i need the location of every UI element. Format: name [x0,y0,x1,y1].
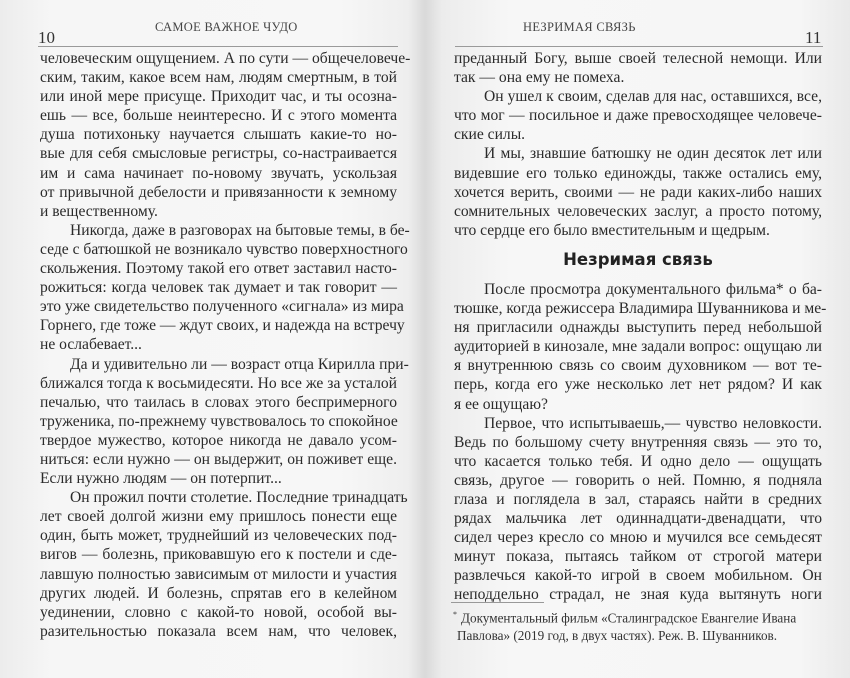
text-line: ниться: если нужно — он выдержит, он поживет еще. [40,450,397,468]
text-line: минут показа, пытаясь тайком от строгой матери [454,548,822,566]
text-line: других людей. И болезнь, спрятав его в келейном [40,584,397,602]
footnote-rule [451,602,544,603]
text-line: видевшие его только единожды, также остались ему, [454,164,822,182]
text-line: Он прожил почти столетие. Последние тринадцать [70,489,408,507]
text-line: не ослабевает... [40,336,142,354]
text-line: ским, таким, какое всем нам, людям смертным, в той [40,69,397,87]
text-line: один, быть может, труднейший из человеческих под- [40,527,397,545]
text-line: Если нужно людям — он потерпит... [40,470,282,488]
text-line: И мы, знавшие батюшку не один десяток лет или [484,145,822,163]
body-text [454,49,827,605]
footnote [451,606,826,645]
header-rule [38,46,398,47]
text-line: разительностью показала всем нам, что человек, [40,622,397,640]
text-line: вигов — болезнь, приковавшую его к постели и сде- [40,546,397,564]
text-line: седе с батюшкой не возникало чувство поверхностного [40,240,408,258]
text-line: я внутреннюю связь со своим духовником — вот те- [454,357,822,375]
text-line: преданный Богу, выше своей телесной немощи. Или [454,50,822,67]
text-line: уединении, словно с какой-то новой, особой вы- [40,603,397,621]
footnote-line: * Документальный фильм «Сталинградское Евангелие Ивана [453,610,797,626]
text-line: печалью, что таилась в словах этого беспримерного [40,393,397,411]
text-line: Да и удивительно ли — возраст отца Кирилла при- [70,355,409,373]
text-line: развлечься какой-то игрой в своем мобильном. Он [454,567,822,585]
text-line: перь, когда его уже несколько лет нет рядом? И как [454,376,822,394]
text-line: аудиторией в кинозале, мне задали вопрос: ощущаю ли [454,338,822,356]
footnote-marker: * [453,610,457,619]
text-line: что сердце его было вместительным и щедрым. [454,221,770,239]
text-line: сидел через кресло со мною и мучился все семьдесят [454,529,822,547]
text-line: рядах мальчика лет одиннадцати-двенадцати, что [454,510,822,528]
text-line: После просмотра документального фильма* о ба- [484,280,822,298]
text-line: от привычной дебелости и привязанности к земному [40,183,397,201]
running-head: САМОЕ ВАЖНОЕ ЧУДО [155,20,298,34]
text-line: душа потихоньку научается слышать какие-то но- [40,126,397,144]
text-line: труженика, по-прежнему чувствовалось то спокойное [40,412,398,430]
body-text [40,49,411,641]
text-line: так — она ему не помеха. [454,69,625,87]
text-line: скольжения. Поэтому такой его ответ заставил насто- [40,260,397,278]
text-line: связь, другое — говорить о ней. Помню, я подняла [454,471,822,489]
running-head: НЕЗРИМАЯ СВЯЗЬ [523,20,636,34]
text-line: Он ушел к своим, сделав для нас, оставшихся, все, [484,88,822,106]
text-line: ня пригласили однажды выступить перед небольшой [454,319,822,337]
text-line: я ее ощущаю? [454,395,548,413]
page-number: 10 [38,28,55,47]
text-line: Ведь по большому счету внутренняя связь — это то, [454,433,822,451]
text-line: неподдельно страдал, не зная куда вытянуть ноги [454,586,822,604]
text-line: ские силы. [454,126,526,144]
text-line: рожиться: когда человек так думает и так говорит — [40,279,397,297]
footnote-line: Павлова» (2019 год, в двух частях). Реж. В. Шуванников. [457,628,778,644]
text-line: сомнительных человеческих заслуг, а просто потому, [454,202,822,220]
header-rule [455,46,823,47]
text-line: тюшке, когда режиссера Владимира Шуванникова и ме- [454,300,827,318]
section-heading: Незримая связь [563,249,713,269]
text-line: или иной мере присуще. Приходит час, и ты осозна- [40,88,397,106]
text-line: что мог — посильное и даже превосходящее человече- [454,107,822,125]
text-line: им и сама начинает по-новому звучать, ускользая [40,164,397,182]
text-line: это уже свидетельство полученного «сигнала» из мира [40,298,404,316]
text-line: ешь — все, больше неинтересно. И с этого момента [40,107,397,125]
text-line: твердое мужество, которое никогда не давало усом- [40,431,397,449]
text-line: и вещественному. [40,202,158,220]
text-line: лет своей долгой жизни ему пришлось понести еще [40,508,397,526]
text-line: Никогда, даже в разговорах на бытовые темы, в бе- [70,221,410,239]
text-line: вые для себя смысловые регистры, со-настраивается [40,145,397,163]
right-page [425,0,850,678]
text-line: что касается только тебя. И одно дело — ощущать [454,452,822,470]
text-line: хочется верить, своими — не ради каких-либо наших [454,183,822,201]
text-line: лавшую полностью зависимым от милости и участия [40,565,397,583]
page-number: 11 [805,28,822,47]
text-line: Горнего, где тоже — ждут своих, и надежда на встречу [40,317,405,335]
text-line: глаза и поглядела в зал, стараясь найти в средних [454,490,822,508]
text-line: Первое, что испытываешь,— чувство неловкости. [484,414,822,432]
text-line: ближался тогда к восьмидесяти. Но все же за усталой [40,374,397,392]
text-line: человеческим ощущением. А по сути — общечеловече- [40,50,411,67]
